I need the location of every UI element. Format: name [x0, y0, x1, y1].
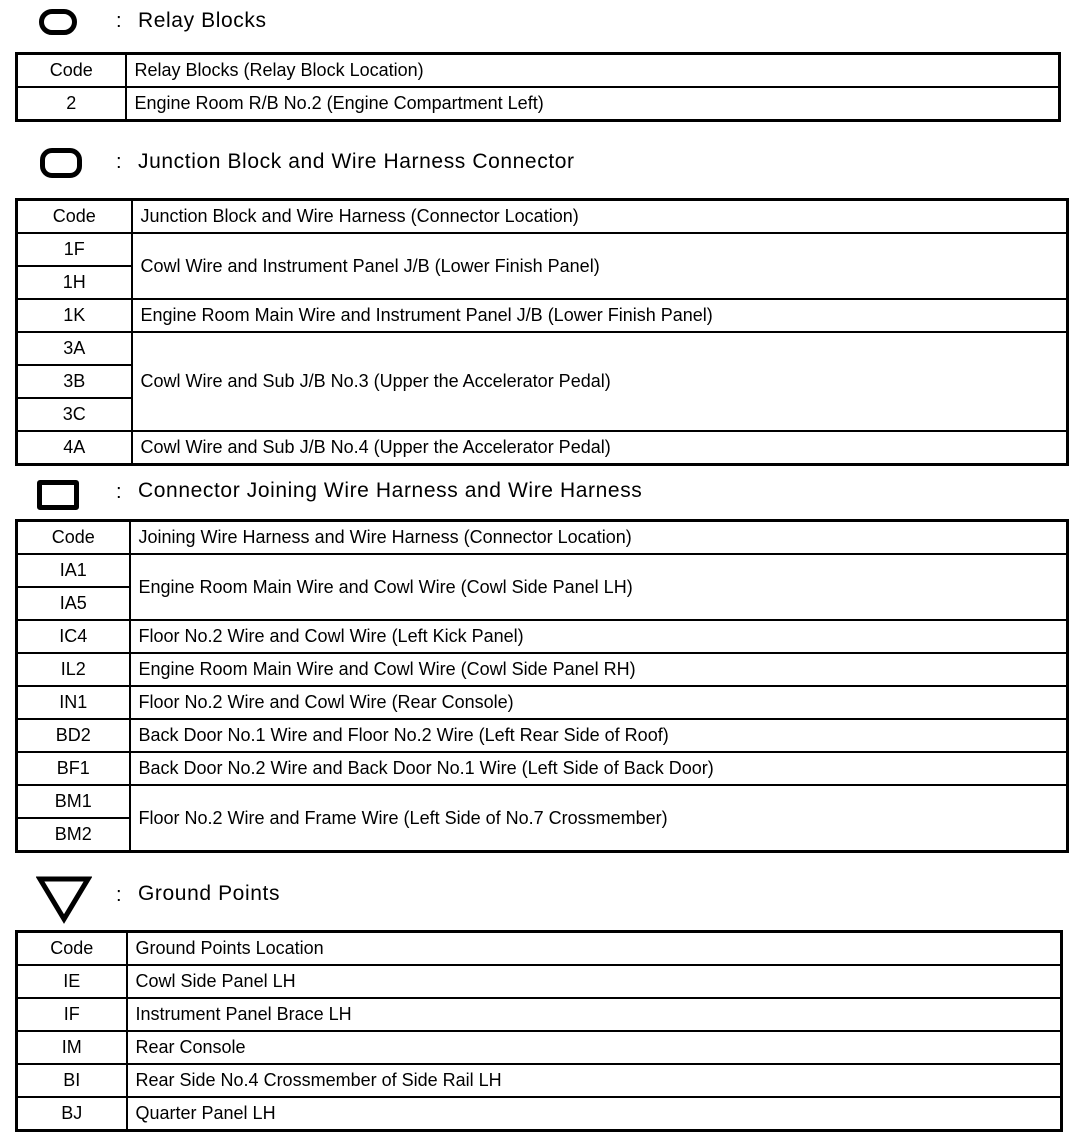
junction-block-symbol-icon — [40, 148, 82, 178]
location-cell: Rear Side No.4 Crossmember of Side Rail LH — [127, 1064, 1062, 1097]
colon: : — [116, 151, 122, 173]
table-header-row — [17, 932, 1062, 966]
location-cell: Cowl Wire and Sub J/B No.4 (Upper the Accelerator Pedal) — [132, 431, 1068, 465]
colon: : — [116, 481, 122, 503]
table-row — [17, 785, 1068, 818]
section-title-junction-block: Junction Block and Wire Harness Connector — [138, 150, 575, 173]
table-header-row — [17, 521, 1068, 555]
table-row — [17, 1031, 1062, 1064]
location-cell: Engine Room Main Wire and Instrument Panel J/B (Lower Finish Panel) — [132, 299, 1068, 332]
colon: : — [116, 10, 122, 32]
code-cell: 3C — [17, 398, 132, 431]
location-cell: Back Door No.2 Wire and Back Door No.1 Wire (Left Side of Back Door) — [130, 752, 1068, 785]
section-title-relay-blocks: Relay Blocks — [138, 9, 267, 32]
code-cell: BM1 — [17, 785, 130, 818]
location-cell: Quarter Panel LH — [127, 1097, 1062, 1131]
code-cell: 3A — [17, 332, 132, 365]
code-cell: IF — [17, 998, 127, 1031]
code-cell: 2 — [17, 87, 126, 121]
table-row — [17, 998, 1062, 1031]
header-location-cell: Joining Wire Harness and Wire Harness (Connector Location) — [130, 521, 1068, 555]
code-cell: BF1 — [17, 752, 130, 785]
location-cell: Floor No.2 Wire and Frame Wire (Left Side of No.7 Crossmember) — [130, 785, 1068, 852]
table-header-row — [17, 54, 1060, 88]
table-row — [17, 554, 1068, 587]
location-cell: Engine Room R/B No.2 (Engine Compartment Left) — [126, 87, 1060, 121]
junction-block-table — [15, 198, 1069, 466]
table-row — [17, 965, 1062, 998]
table-row — [17, 299, 1068, 332]
table-row — [17, 752, 1068, 785]
code-cell: 1H — [17, 266, 132, 299]
table-row — [17, 653, 1068, 686]
header-location-cell: Junction Block and Wire Harness (Connector Location) — [132, 200, 1068, 234]
code-cell: BI — [17, 1064, 127, 1097]
code-cell: IA1 — [17, 554, 130, 587]
location-cell: Engine Room Main Wire and Cowl Wire (Cowl Side Panel RH) — [130, 653, 1068, 686]
table-header-row — [17, 200, 1068, 234]
code-cell: IN1 — [17, 686, 130, 719]
relay-blocks-table — [15, 52, 1061, 122]
location-cell: Floor No.2 Wire and Cowl Wire (Left Kick Panel) — [130, 620, 1068, 653]
header-location-cell: Relay Blocks (Relay Block Location) — [126, 54, 1060, 88]
colon: : — [116, 884, 122, 906]
header-code-cell: Code — [17, 521, 130, 555]
code-cell: 4A — [17, 431, 132, 465]
relay-block-symbol-icon — [39, 9, 77, 35]
location-cell: Instrument Panel Brace LH — [127, 998, 1062, 1031]
section-title-connector: Connector Joining Wire Harness and Wire Harness — [138, 479, 643, 502]
code-cell: BJ — [17, 1097, 127, 1131]
table-row — [17, 1064, 1062, 1097]
code-cell: 1K — [17, 299, 132, 332]
table-row — [17, 719, 1068, 752]
table-row — [17, 431, 1068, 465]
code-cell: BM2 — [17, 818, 130, 852]
ground-point-triangle-icon — [36, 875, 92, 925]
header-location-cell: Ground Points Location — [127, 932, 1062, 966]
code-cell: 3B — [17, 365, 132, 398]
code-cell: IA5 — [17, 587, 130, 620]
location-cell: Back Door No.1 Wire and Floor No.2 Wire (Left Rear Side of Roof) — [130, 719, 1068, 752]
location-cell: Cowl Wire and Sub J/B No.3 (Upper the Accelerator Pedal) — [132, 332, 1068, 431]
header-code-cell: Code — [17, 200, 132, 234]
code-cell: BD2 — [17, 719, 130, 752]
header-code-cell: Code — [17, 54, 126, 88]
table-row — [17, 1097, 1062, 1131]
table-row — [17, 686, 1068, 719]
table-row — [17, 332, 1068, 365]
location-cell: Cowl Side Panel LH — [127, 965, 1062, 998]
location-cell: Cowl Wire and Instrument Panel J/B (Lower Finish Panel) — [132, 233, 1068, 299]
section-title-ground-points: Ground Points — [138, 882, 281, 905]
code-cell: IE — [17, 965, 127, 998]
connector-symbol-icon — [37, 480, 79, 510]
table-row — [17, 233, 1068, 266]
location-cell: Floor No.2 Wire and Cowl Wire (Rear Console) — [130, 686, 1068, 719]
ground-points-table — [15, 930, 1063, 1132]
code-cell: IM — [17, 1031, 127, 1064]
connector-table — [15, 519, 1069, 853]
location-cell: Rear Console — [127, 1031, 1062, 1064]
location-cell: Engine Room Main Wire and Cowl Wire (Cowl Side Panel LH) — [130, 554, 1068, 620]
table-row — [17, 87, 1060, 121]
code-cell: IC4 — [17, 620, 130, 653]
code-cell: 1F — [17, 233, 132, 266]
code-cell: IL2 — [17, 653, 130, 686]
table-row — [17, 620, 1068, 653]
header-code-cell: Code — [17, 932, 127, 966]
